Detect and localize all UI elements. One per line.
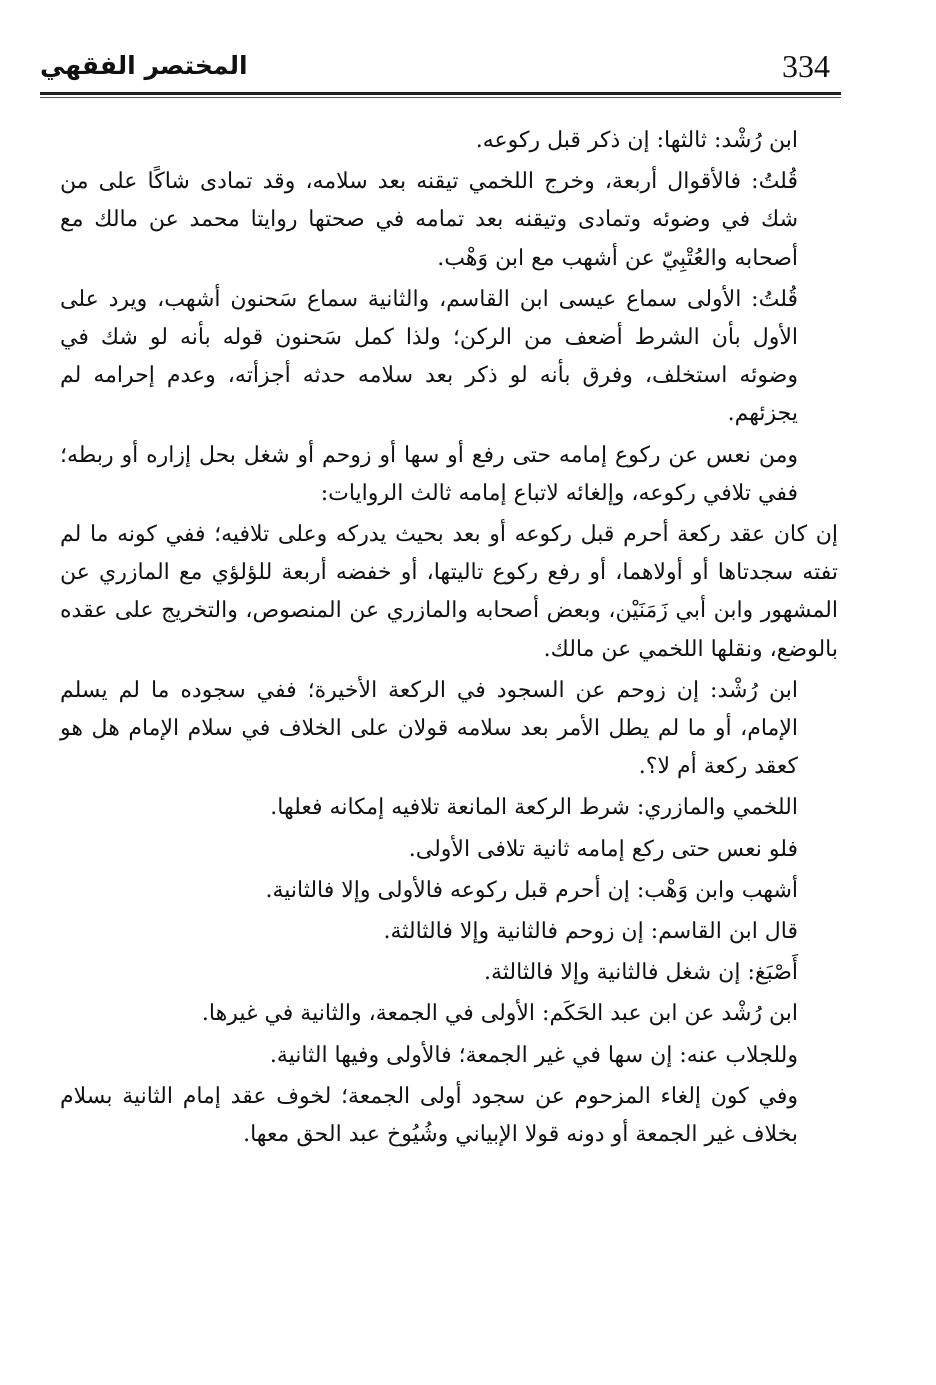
- paragraph: أَصْبَغ: إن شغل فالثانية وإلا فالثالثة.: [484, 960, 798, 986]
- paragraph: إن كان عقد ركعة أحرم قبل ركوعه أو بعد بحيث يدركه وعلى تلافيه؛ ففي كونه ما لم تفته سجدتاها أو أولاهما، أو رفع ركوع تاليتها، أو خفضه أربعة للؤلؤي مع المازري عن المشهور وابن أبي زَمَنَيْن، وبعض أصحابه والمازري عن المنصوص، والتخريج على عقده بالوضع، ونقلها اللخمي عن مالك.: [60, 522, 838, 662]
- page-number: 334: [782, 48, 830, 84]
- paragraph: وفي كون إلغاء المزحوم عن سجود أولى الجمعة؛ لخوف عقد إمام الثانية بسلام بخلاف غير الجمعة أو دونه قولا الإبياني وشُيُوخ عبد الحق معها.: [60, 1083, 798, 1148]
- paragraph: ابن رُشْد: إن زوحم عن السجود في الركعة الأخيرة؛ ففي سجوده ما لم يسلم الإمام، أو ما لم يطل الأمر بعد سلامه قولان على الخلاف في سلام الإمام هل هو كعقد ركعة أم لا؟.: [60, 677, 798, 780]
- header-rule: [40, 92, 841, 98]
- paragraph: ابن رُشْد: ثالثها: إن ذكر قبل ركوعه.: [475, 128, 798, 153]
- paragraph: قال ابن القاسم: إن زوحم فالثانية وإلا فالثالثة.: [383, 919, 798, 945]
- paragraph: فلو نعس حتى ركع إمامه ثانية تلافى الأولى.: [408, 836, 798, 862]
- paragraph: ومن نعس عن ركوع إمامه حتى رفع أو سها أو زوحم أو شغل بحل إزاره أو ربطه؛ ففي تلافي ركوعه، وإلغائه لاتباع إمامه ثالث الروايات:: [60, 442, 798, 506]
- paragraph: ابن رُشْد عن ابن عبد الحَكَم: الأولى في الجمعة، والثانية في غيرها.: [201, 1001, 798, 1027]
- paragraph: أشهب وابن وَهْب: إن أحرم قبل ركوعه فالأولى وإلا فالثانية.: [265, 877, 798, 903]
- paragraph: اللخمي والمازري: شرط الركعة المانعة تلافيه إمكانه فعلها.: [270, 795, 798, 821]
- running-title: المختصر الفقهي: [40, 51, 248, 80]
- page-header: [40, 40, 841, 90]
- paragraph: قُلتُ: فالأقوال أربعة، وخرج اللخمي تيقنه بعد سلامه، وقد تمادى شاكًا على من شك في وضوئه وتمادى وتيقنه بعد تمامه في صحتها روايتا محمد عن مالك مع أصحابه والعُتْبِيّ عن أشهب مع ابن وَهْب.: [60, 169, 798, 271]
- paragraph: قُلتُ: الأولى سماع عيسى ابن القاسم، والثانية سماع سَحنون أشهب، ويرد على الأول بأن الشرط أضعف من الركن؛ ولذا كمل سَحنون قوله بأنه لو شك في وضوئه استخلف، وفرق بأنه لو ذكر بعد سلامه حدثه أجزأته، وعدم إحرامه لم يجزئهم.: [60, 286, 798, 427]
- paragraph: وللجلاب عنه: إن سها في غير الجمعة؛ فالأولى وفيها الثانية.: [269, 1042, 798, 1068]
- page-body: [60, 122, 838, 1157]
